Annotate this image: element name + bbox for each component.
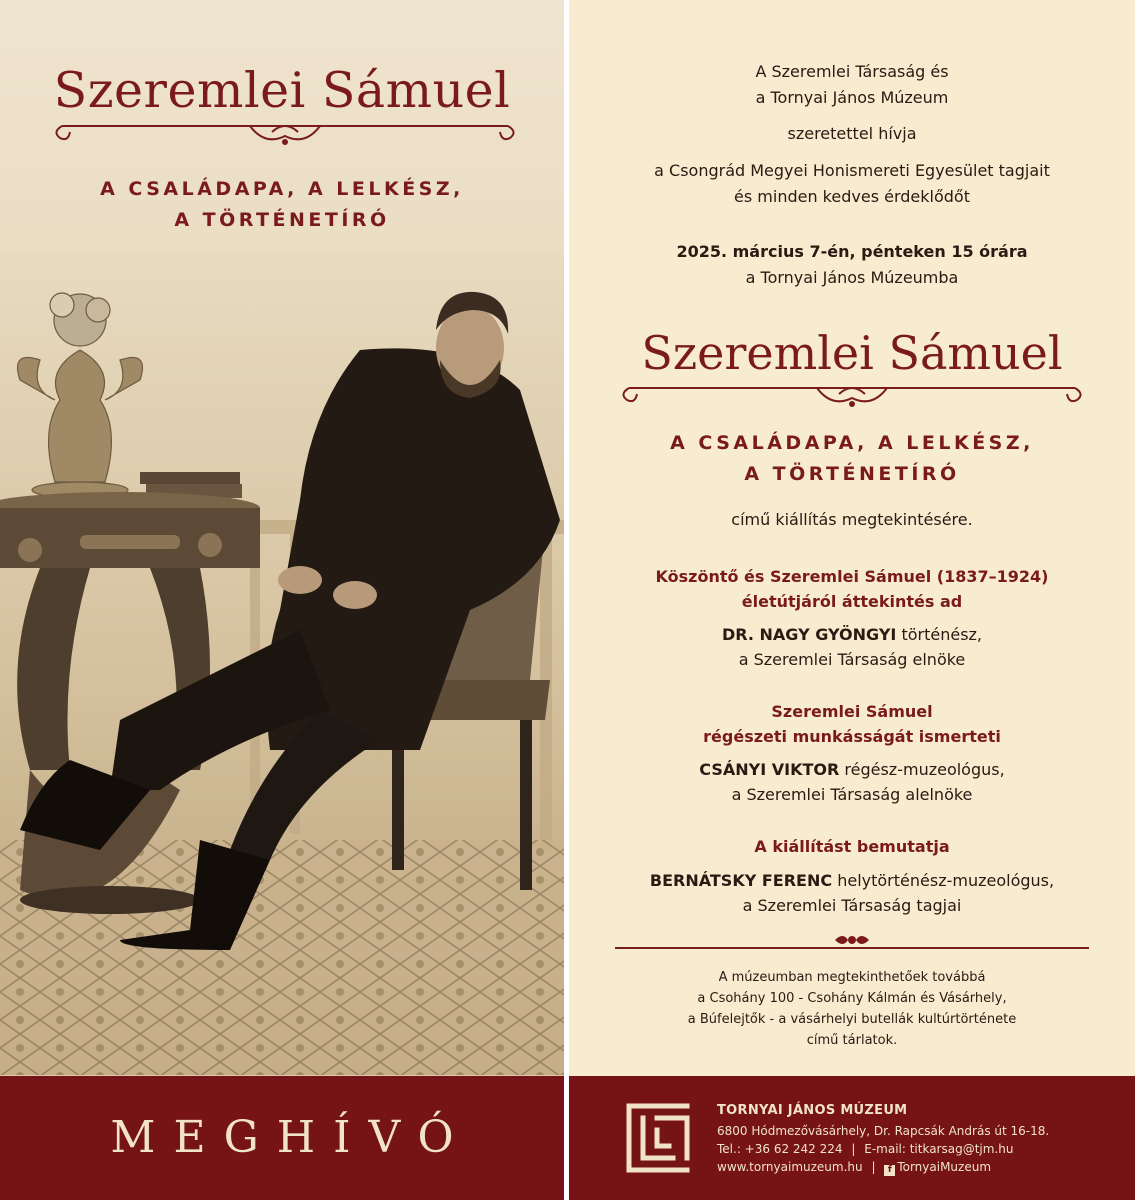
guests-line-2: és minden kedves érdeklődőt <box>734 187 970 206</box>
note-line: című tárlatok. <box>806 1033 898 1048</box>
note-line: a Csohány 100 - Csohány Kálmán és Vásárhely, <box>697 991 1007 1006</box>
museum-footer-band <box>569 1076 1135 1200</box>
speaker-role: történész, <box>896 625 983 644</box>
cover-panel <box>0 0 564 1200</box>
cover-footer-band <box>0 1076 564 1200</box>
portrait-photo <box>0 250 564 1075</box>
event-venue: a Tornyai János Múzeumba <box>745 268 959 287</box>
exhibition-subtitle <box>569 428 1135 490</box>
additional-exhibitions-note <box>569 967 1135 1051</box>
program-2-heading-1: Szeremlei Sámuel <box>771 702 933 721</box>
program-3-speaker <box>569 869 1135 893</box>
museum-website[interactable]: www.tornyaimuzeum.hu <box>717 1160 863 1174</box>
speaker-name: BERNÁTSKY FERENC <box>649 871 833 890</box>
museum-facebook[interactable]: TornyaiMuzeum <box>897 1160 992 1174</box>
program-1-speaker <box>569 623 1135 647</box>
exhibition-line: című kiállítás megtekintésére. <box>731 510 973 529</box>
exhibition-title: Szeremlei Sámuel <box>641 326 1063 380</box>
exhibition-subtitle-line-1: A CSALÁDAPA, A LELKÉSZ, <box>670 432 1034 454</box>
museum-contacts <box>717 1140 1013 1158</box>
invite-verb: szeretettel hívja <box>787 124 917 143</box>
program-1-heading-2: életútjáról áttekintés ad <box>741 592 963 611</box>
museum-address: 6800 Hódmezővásárhely, Dr. Rapcsák András út 16-18. <box>717 1124 1050 1138</box>
speaker-name: DR. NAGY GYÖNGYI <box>721 625 897 644</box>
hosts-line-2: a Tornyai János Múzeum <box>755 88 949 107</box>
note-line: a Búfelejtők - a vásárhelyi butellák kultúrtörténete <box>687 1012 1017 1027</box>
cover-subtitle <box>0 174 564 236</box>
event-date: 2025. március 7-én, pénteken 15 órára <box>676 242 1028 261</box>
exhibition-subtitle-line-2: A TÖRTÉNETÍRÓ <box>744 463 960 485</box>
guests-line-1: a Csongrád Megyei Honismereti Egyesület tagjait <box>654 161 1050 180</box>
invitation-label: MEGHÍVÓ <box>110 1112 472 1163</box>
speaker-role: régész-muzeológus, <box>839 760 1005 779</box>
program-3-heading: A kiállítást bemutatja <box>754 837 950 856</box>
program-3-speaker-title: a Szeremlei Társaság tagjai <box>742 896 962 915</box>
cover-title: Szeremlei Sámuel <box>53 62 511 119</box>
cover-subtitle-line-1: A CSALÁDAPA, A LELKÉSZ, <box>100 178 464 200</box>
program-1-speaker-title: a Szeremlei Társaság elnöke <box>738 650 966 669</box>
museum-phone: Tel.: +36 62 242 224 <box>717 1142 843 1156</box>
museum-logo-icon <box>625 1102 691 1174</box>
speaker-name: CSÁNYI VIKTOR <box>699 760 840 779</box>
program-1-heading-1: Köszöntő és Szeremlei Sámuel (1837–1924) <box>655 567 1049 586</box>
invitation-panel <box>569 0 1135 1200</box>
museum-email[interactable]: E-mail: titkarsag@tjm.hu <box>864 1142 1014 1156</box>
flourish-ornament-icon <box>50 116 520 150</box>
flourish-ornament-icon <box>617 378 1087 412</box>
speaker-role: helytörténész-muzeológus, <box>832 871 1055 890</box>
separator: | <box>851 1142 856 1156</box>
rule-ornament-icon <box>615 930 1089 954</box>
program-2-heading-2: régészeti munkásságát ismerteti <box>703 727 1001 746</box>
museum-web-links <box>717 1158 991 1176</box>
museum-name: TORNYAI JÁNOS MÚZEUM <box>717 1103 908 1118</box>
hosts-line-1: A Szeremlei Társaság és <box>755 62 949 81</box>
note-line: A múzeumban megtekinthetőek továbbá <box>718 970 986 985</box>
program-2-speaker-title: a Szeremlei Társaság alelnöke <box>731 785 973 804</box>
cover-subtitle-line-2: A TÖRTÉNETÍRÓ <box>174 209 390 231</box>
separator: | <box>871 1160 876 1174</box>
program-2-speaker <box>569 758 1135 782</box>
facebook-icon: f <box>884 1165 895 1176</box>
